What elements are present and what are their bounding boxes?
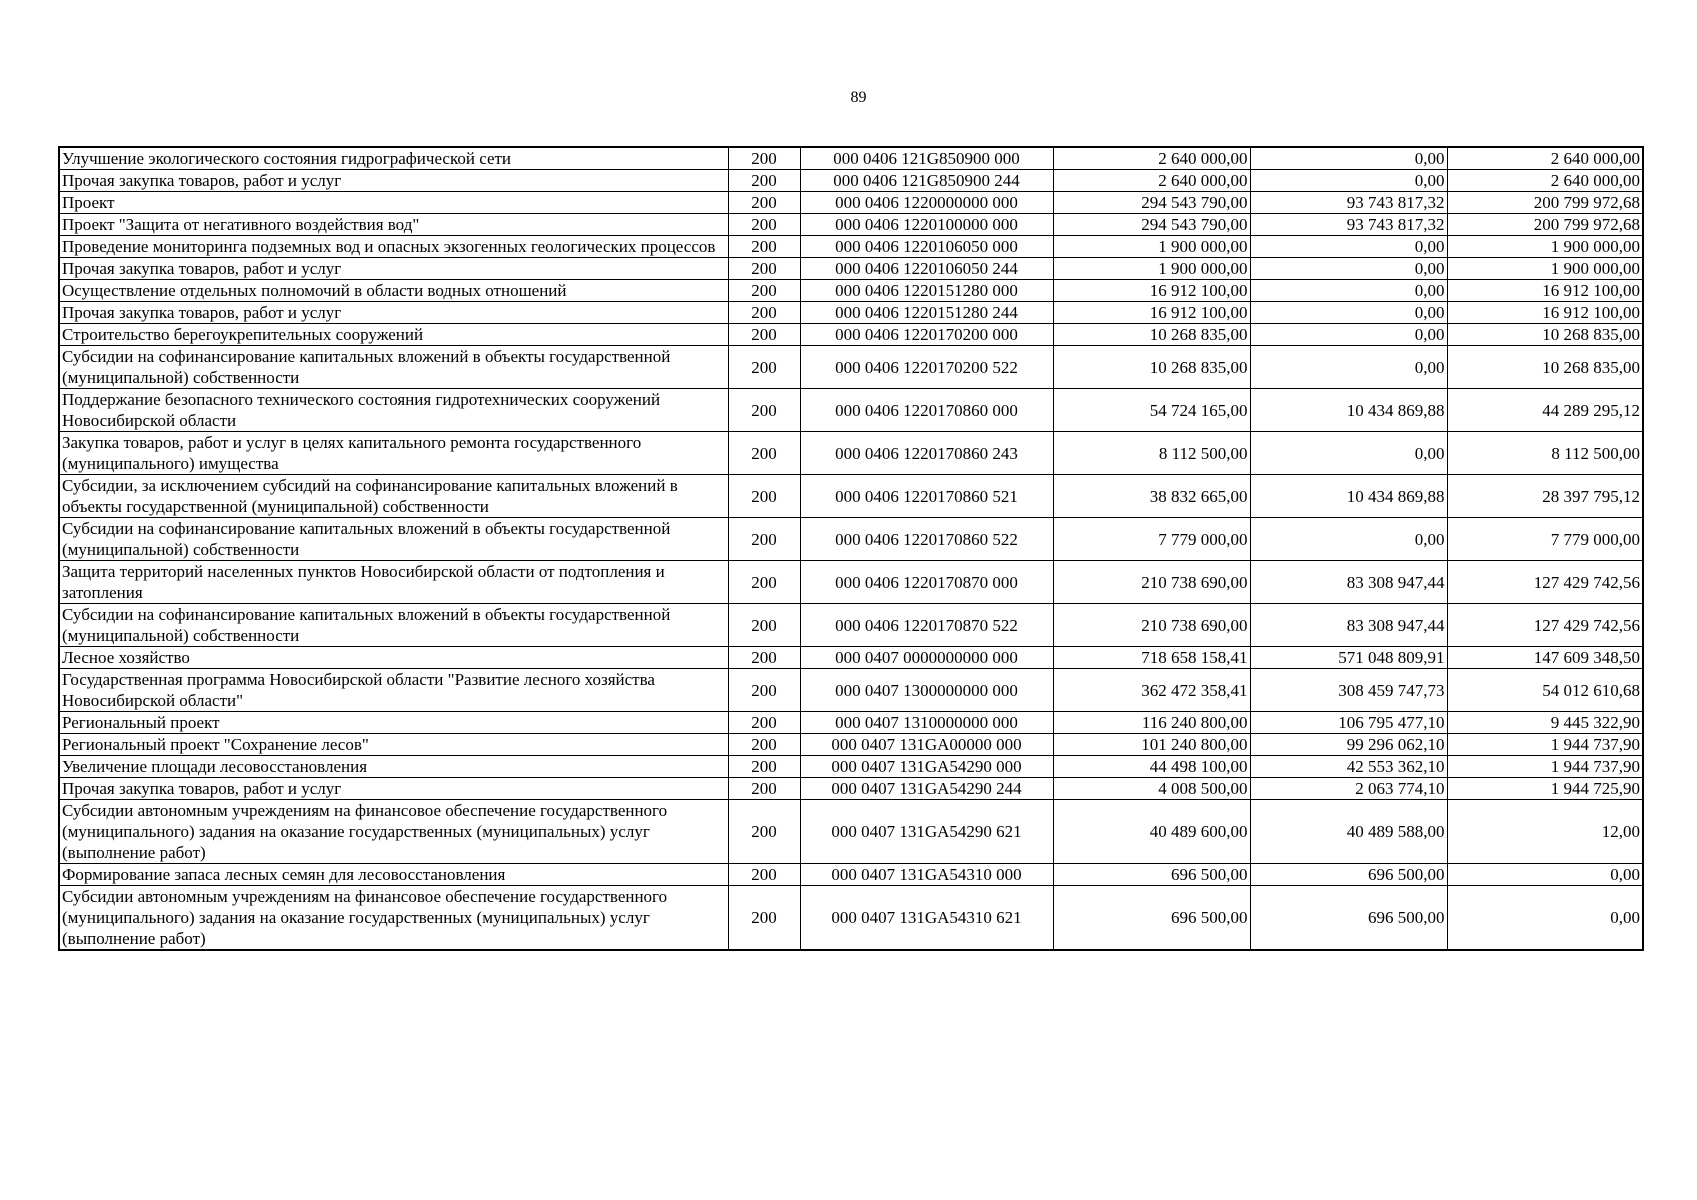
- budget-classification-code-cell: 000 0406 1220170870 522: [800, 604, 1053, 647]
- executed-amount-cell: 571 048 809,91: [1250, 647, 1447, 669]
- executed-amount-cell: 0,00: [1250, 236, 1447, 258]
- executed-amount-cell: 40 489 588,00: [1250, 800, 1447, 864]
- budget-classification-code-cell: 000 0406 1220106050 000: [800, 236, 1053, 258]
- expense-name-cell: Государственная программа Новосибирской области "Развитие лесного хозяйства Новосибирской области": [59, 669, 728, 712]
- approved-amount-cell: 38 832 665,00: [1053, 475, 1250, 518]
- budget-classification-code-cell: 000 0406 1220151280 000: [800, 280, 1053, 302]
- unexecuted-amount-cell: 127 429 742,56: [1447, 604, 1643, 647]
- unexecuted-amount-cell: 12,00: [1447, 800, 1643, 864]
- expense-name-cell: Защита территорий населенных пунктов Новосибирской области от подтопления и затопления: [59, 561, 728, 604]
- expense-name-cell: Субсидии, за исключением субсидий на софинансирование капитальных вложений в объекты государственной (муниципальной) собственности: [59, 475, 728, 518]
- budget-classification-code-cell: 000 0406 1220170200 000: [800, 324, 1053, 346]
- approved-amount-cell: 10 268 835,00: [1053, 324, 1250, 346]
- administrator-code-cell: 200: [728, 432, 800, 475]
- expense-name-cell: Формирование запаса лесных семян для лесовосстановления: [59, 864, 728, 886]
- unexecuted-amount-cell: 1 900 000,00: [1447, 236, 1643, 258]
- table-row: [59, 864, 1643, 886]
- unexecuted-amount-cell: 7 779 000,00: [1447, 518, 1643, 561]
- administrator-code-cell: 200: [728, 280, 800, 302]
- expense-name-cell: Прочая закупка товаров, работ и услуг: [59, 258, 728, 280]
- executed-amount-cell: 0,00: [1250, 170, 1447, 192]
- unexecuted-amount-cell: 16 912 100,00: [1447, 280, 1643, 302]
- approved-amount-cell: 294 543 790,00: [1053, 214, 1250, 236]
- expense-name-cell: Увеличение площади лесовосстановления: [59, 756, 728, 778]
- expense-name-cell: Лесное хозяйство: [59, 647, 728, 669]
- expense-name-cell: Проект "Защита от негативного воздействия вод": [59, 214, 728, 236]
- expense-name-cell: Прочая закупка товаров, работ и услуг: [59, 170, 728, 192]
- unexecuted-amount-cell: 1 900 000,00: [1447, 258, 1643, 280]
- budget-classification-code-cell: 000 0406 121G850900 000: [800, 147, 1053, 170]
- administrator-code-cell: 200: [728, 518, 800, 561]
- executed-amount-cell: 10 434 869,88: [1250, 389, 1447, 432]
- table-row: [59, 647, 1643, 669]
- expense-name-cell: Прочая закупка товаров, работ и услуг: [59, 778, 728, 800]
- executed-amount-cell: 83 308 947,44: [1250, 561, 1447, 604]
- budget-table: [58, 146, 1644, 951]
- expense-name-cell: Прочая закупка товаров, работ и услуг: [59, 302, 728, 324]
- budget-classification-code-cell: 000 0407 1300000000 000: [800, 669, 1053, 712]
- budget-classification-code-cell: 000 0406 1220100000 000: [800, 214, 1053, 236]
- table-row: [59, 886, 1643, 951]
- expense-name-cell: Поддержание безопасного технического состояния гидротехнических сооружений Новосибирской области: [59, 389, 728, 432]
- administrator-code-cell: 200: [728, 147, 800, 170]
- approved-amount-cell: 696 500,00: [1053, 864, 1250, 886]
- approved-amount-cell: 696 500,00: [1053, 886, 1250, 951]
- executed-amount-cell: 83 308 947,44: [1250, 604, 1447, 647]
- expense-name-cell: Закупка товаров, работ и услуг в целях капитального ремонта государственного (муниципального) имущества: [59, 432, 728, 475]
- unexecuted-amount-cell: 44 289 295,12: [1447, 389, 1643, 432]
- budget-classification-code-cell: 000 0406 1220000000 000: [800, 192, 1053, 214]
- administrator-code-cell: 200: [728, 886, 800, 951]
- budget-classification-code-cell: 000 0407 131GA54290 244: [800, 778, 1053, 800]
- table-row: [59, 712, 1643, 734]
- executed-amount-cell: 696 500,00: [1250, 864, 1447, 886]
- table-row: [59, 147, 1643, 170]
- approved-amount-cell: 718 658 158,41: [1053, 647, 1250, 669]
- administrator-code-cell: 200: [728, 800, 800, 864]
- administrator-code-cell: 200: [728, 258, 800, 280]
- administrator-code-cell: 200: [728, 778, 800, 800]
- approved-amount-cell: 54 724 165,00: [1053, 389, 1250, 432]
- budget-classification-code-cell: 000 0406 121G850900 244: [800, 170, 1053, 192]
- expense-name-cell: Региональный проект "Сохранение лесов": [59, 734, 728, 756]
- approved-amount-cell: 362 472 358,41: [1053, 669, 1250, 712]
- executed-amount-cell: 696 500,00: [1250, 886, 1447, 951]
- expense-name-cell: Субсидии автономным учреждениям на финансовое обеспечение государственного (муниципального) задания на оказание государственных (муниципальных) услуг (выполнение работ): [59, 800, 728, 864]
- table-row: [59, 346, 1643, 389]
- executed-amount-cell: 0,00: [1250, 280, 1447, 302]
- unexecuted-amount-cell: 1 944 725,90: [1447, 778, 1643, 800]
- table-body: [59, 147, 1643, 950]
- expense-name-cell: Проект: [59, 192, 728, 214]
- executed-amount-cell: 106 795 477,10: [1250, 712, 1447, 734]
- approved-amount-cell: 10 268 835,00: [1053, 346, 1250, 389]
- administrator-code-cell: 200: [728, 561, 800, 604]
- executed-amount-cell: 0,00: [1250, 258, 1447, 280]
- executed-amount-cell: 0,00: [1250, 432, 1447, 475]
- administrator-code-cell: 200: [728, 604, 800, 647]
- executed-amount-cell: 10 434 869,88: [1250, 475, 1447, 518]
- administrator-code-cell: 200: [728, 170, 800, 192]
- unexecuted-amount-cell: 127 429 742,56: [1447, 561, 1643, 604]
- unexecuted-amount-cell: 28 397 795,12: [1447, 475, 1643, 518]
- approved-amount-cell: 7 779 000,00: [1053, 518, 1250, 561]
- table-row: [59, 280, 1643, 302]
- approved-amount-cell: 16 912 100,00: [1053, 280, 1250, 302]
- administrator-code-cell: 200: [728, 734, 800, 756]
- unexecuted-amount-cell: 54 012 610,68: [1447, 669, 1643, 712]
- table-row: [59, 669, 1643, 712]
- administrator-code-cell: 200: [728, 756, 800, 778]
- budget-classification-code-cell: 000 0406 1220170860 243: [800, 432, 1053, 475]
- table-row: [59, 389, 1643, 432]
- approved-amount-cell: 2 640 000,00: [1053, 170, 1250, 192]
- administrator-code-cell: 200: [728, 669, 800, 712]
- executed-amount-cell: 0,00: [1250, 302, 1447, 324]
- budget-classification-code-cell: 000 0406 1220106050 244: [800, 258, 1053, 280]
- unexecuted-amount-cell: 147 609 348,50: [1447, 647, 1643, 669]
- executed-amount-cell: 0,00: [1250, 324, 1447, 346]
- expense-name-cell: Субсидии автономным учреждениям на финансовое обеспечение государственного (муниципального) задания на оказание государственных (муниципальных) услуг (выполнение работ): [59, 886, 728, 951]
- expense-name-cell: Субсидии на софинансирование капитальных вложений в объекты государственной (муниципальной) собственности: [59, 604, 728, 647]
- unexecuted-amount-cell: 2 640 000,00: [1447, 170, 1643, 192]
- table-row: [59, 561, 1643, 604]
- budget-classification-code-cell: 000 0407 131GA00000 000: [800, 734, 1053, 756]
- unexecuted-amount-cell: 1 944 737,90: [1447, 756, 1643, 778]
- approved-amount-cell: 210 738 690,00: [1053, 561, 1250, 604]
- executed-amount-cell: 0,00: [1250, 147, 1447, 170]
- administrator-code-cell: 200: [728, 346, 800, 389]
- approved-amount-cell: 4 008 500,00: [1053, 778, 1250, 800]
- page-number: 89: [850, 89, 867, 106]
- budget-classification-code-cell: 000 0406 1220170870 000: [800, 561, 1053, 604]
- unexecuted-amount-cell: 9 445 322,90: [1447, 712, 1643, 734]
- approved-amount-cell: 116 240 800,00: [1053, 712, 1250, 734]
- administrator-code-cell: 200: [728, 712, 800, 734]
- budget-classification-code-cell: 000 0407 1310000000 000: [800, 712, 1053, 734]
- unexecuted-amount-cell: 2 640 000,00: [1447, 147, 1643, 170]
- expense-name-cell: Проведение мониторинга подземных вод и опасных экзогенных геологических процессов: [59, 236, 728, 258]
- unexecuted-amount-cell: 16 912 100,00: [1447, 302, 1643, 324]
- approved-amount-cell: 8 112 500,00: [1053, 432, 1250, 475]
- approved-amount-cell: 44 498 100,00: [1053, 756, 1250, 778]
- expense-name-cell: Субсидии на софинансирование капитальных вложений в объекты государственной (муниципальной) собственности: [59, 518, 728, 561]
- approved-amount-cell: 1 900 000,00: [1053, 258, 1250, 280]
- administrator-code-cell: 200: [728, 302, 800, 324]
- unexecuted-amount-cell: 0,00: [1447, 864, 1643, 886]
- executed-amount-cell: 0,00: [1250, 518, 1447, 561]
- budget-classification-code-cell: 000 0406 1220170860 521: [800, 475, 1053, 518]
- executed-amount-cell: 0,00: [1250, 346, 1447, 389]
- administrator-code-cell: 200: [728, 647, 800, 669]
- table-row: [59, 236, 1643, 258]
- table-row: [59, 302, 1643, 324]
- budget-classification-code-cell: 000 0407 131GA54310 621: [800, 886, 1053, 951]
- budget-classification-code-cell: 000 0407 0000000000 000: [800, 647, 1053, 669]
- table-row: [59, 258, 1643, 280]
- administrator-code-cell: 200: [728, 214, 800, 236]
- table-row: [59, 778, 1643, 800]
- expense-name-cell: Улучшение экологического состояния гидрографической сети: [59, 147, 728, 170]
- table-row: [59, 214, 1643, 236]
- expense-name-cell: Региональный проект: [59, 712, 728, 734]
- approved-amount-cell: 101 240 800,00: [1053, 734, 1250, 756]
- administrator-code-cell: 200: [728, 389, 800, 432]
- approved-amount-cell: 16 912 100,00: [1053, 302, 1250, 324]
- executed-amount-cell: 93 743 817,32: [1250, 192, 1447, 214]
- unexecuted-amount-cell: 10 268 835,00: [1447, 346, 1643, 389]
- unexecuted-amount-cell: 10 268 835,00: [1447, 324, 1643, 346]
- expense-name-cell: Осуществление отдельных полномочий в области водных отношений: [59, 280, 728, 302]
- administrator-code-cell: 200: [728, 192, 800, 214]
- approved-amount-cell: 1 900 000,00: [1053, 236, 1250, 258]
- budget-classification-code-cell: 000 0406 1220170860 000: [800, 389, 1053, 432]
- executed-amount-cell: 93 743 817,32: [1250, 214, 1447, 236]
- executed-amount-cell: 308 459 747,73: [1250, 669, 1447, 712]
- budget-classification-code-cell: 000 0406 1220170860 522: [800, 518, 1053, 561]
- expense-name-cell: Строительство берегоукрепительных сооружений: [59, 324, 728, 346]
- table-row: [59, 604, 1643, 647]
- unexecuted-amount-cell: 0,00: [1447, 886, 1643, 951]
- approved-amount-cell: 210 738 690,00: [1053, 604, 1250, 647]
- table-row: [59, 800, 1643, 864]
- budget-classification-code-cell: 000 0407 131GA54310 000: [800, 864, 1053, 886]
- table-row: [59, 518, 1643, 561]
- table-row: [59, 734, 1643, 756]
- unexecuted-amount-cell: 200 799 972,68: [1447, 192, 1643, 214]
- budget-classification-code-cell: 000 0406 1220151280 244: [800, 302, 1053, 324]
- approved-amount-cell: 294 543 790,00: [1053, 192, 1250, 214]
- table-row: [59, 192, 1643, 214]
- unexecuted-amount-cell: 200 799 972,68: [1447, 214, 1643, 236]
- table-row: [59, 756, 1643, 778]
- administrator-code-cell: 200: [728, 236, 800, 258]
- executed-amount-cell: 99 296 062,10: [1250, 734, 1447, 756]
- table-row: [59, 475, 1643, 518]
- administrator-code-cell: 200: [728, 324, 800, 346]
- administrator-code-cell: 200: [728, 864, 800, 886]
- table-row: [59, 432, 1643, 475]
- unexecuted-amount-cell: 8 112 500,00: [1447, 432, 1643, 475]
- budget-classification-code-cell: 000 0406 1220170200 522: [800, 346, 1053, 389]
- approved-amount-cell: 2 640 000,00: [1053, 147, 1250, 170]
- executed-amount-cell: 2 063 774,10: [1250, 778, 1447, 800]
- administrator-code-cell: 200: [728, 475, 800, 518]
- table-row: [59, 170, 1643, 192]
- executed-amount-cell: 42 553 362,10: [1250, 756, 1447, 778]
- approved-amount-cell: 40 489 600,00: [1053, 800, 1250, 864]
- budget-classification-code-cell: 000 0407 131GA54290 621: [800, 800, 1053, 864]
- unexecuted-amount-cell: 1 944 737,90: [1447, 734, 1643, 756]
- budget-classification-code-cell: 000 0407 131GA54290 000: [800, 756, 1053, 778]
- expense-name-cell: Субсидии на софинансирование капитальных вложений в объекты государственной (муниципальной) собственности: [59, 346, 728, 389]
- table-row: [59, 324, 1643, 346]
